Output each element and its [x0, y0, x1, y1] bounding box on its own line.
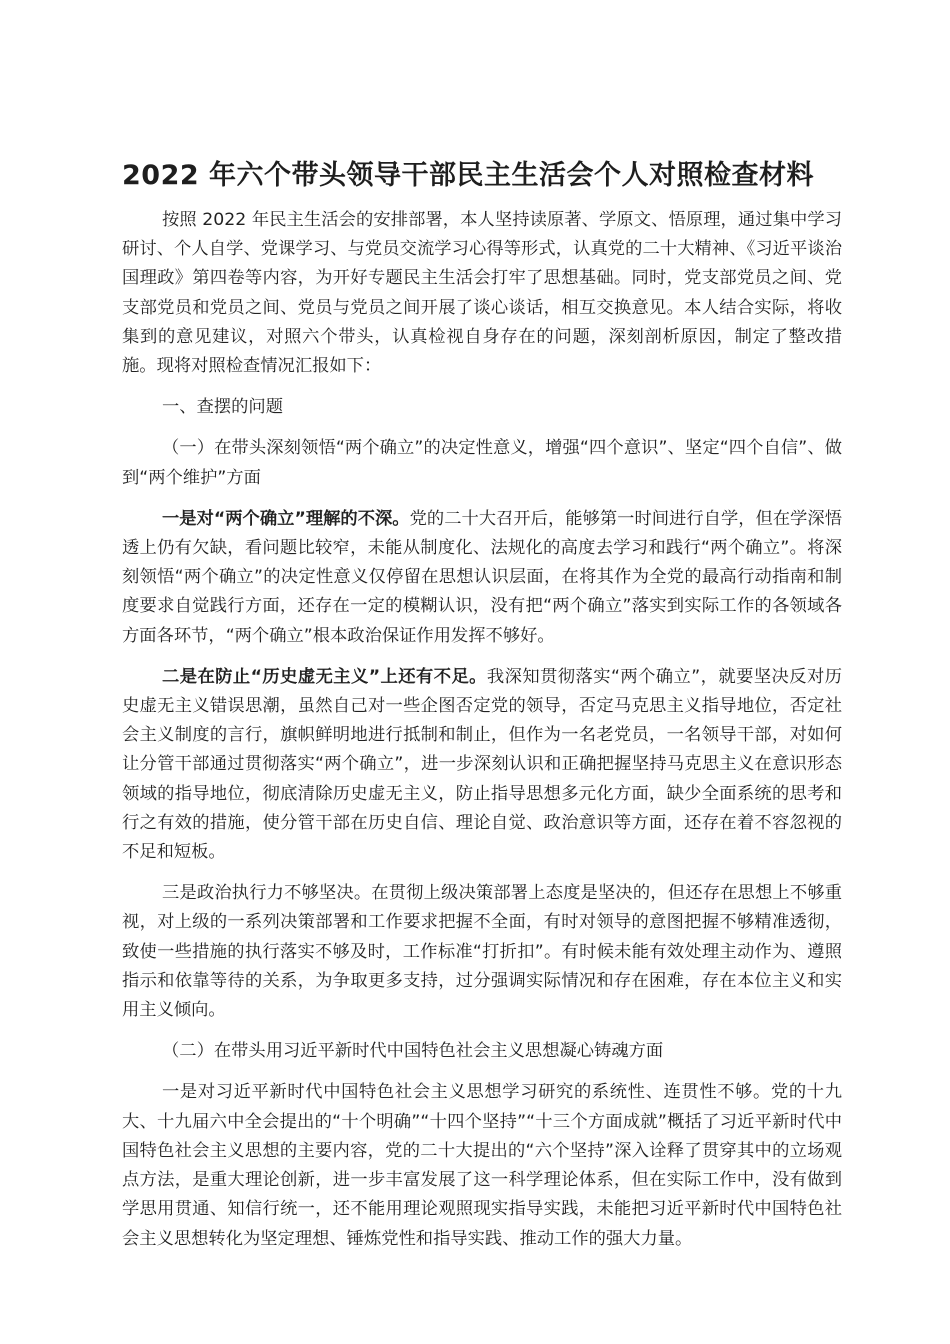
document-title: 2022 年六个带头领导干部民主生活会个人对照检查材料 [122, 160, 815, 191]
subsection-1-paragraph-2 [122, 663, 842, 867]
document-page [122, 148, 842, 1266]
intro-paragraph: 按照 2022 年民主生活会的安排部署，本人坚持读原著、学原文、悟原理，通过集中学习研讨、个人自学、党课学习、与党员交流学习心得等形式，认真党的二十大精神、《习近平谈治国理政》第四卷等内容，为开好专题民主生活会打牢了思想基础。同时，党支部党员之间、党支部党员和党员之间、党员与党员之间开展了谈心谈话，相互交换意见。本人结合实际，将收集到的意见建议，对照六个带头，认真检视自身存在的问题，深刻剖析原因，制定了整改措施。现将对照检查情况汇报如下： [122, 210, 842, 377]
subsection-heading-1: （一）在带头深刻领悟“两个确立”的决定性意义，增强“四个意识”、坚定“四个自信”、做到“两个维护”方面 [122, 438, 842, 488]
paragraph-body: 我深知贯彻落实“两个确立”，就要坚决反对历史虚无主义错误思潮，虽然自己对一些企图否定党的领导，否定马克思主义指导地位，否定社会主义制度的言行，旗帜鲜明地进行抵制和制止，但作为一名老党员，一名领导干部，对如何让分管干部通过贯彻落实“两个确立”，进一步深刻认识和正确把握坚持马克思主义在意识形态领域的指导地位，彻底清除历史虚无主义，防止指导思想多元化方面，缺少全面系统的思考和行之有效的措施，使分管干部在历史自信、理论自觉、政治意识等方面，还存在着不容忽视的不足和短板。 [122, 666, 842, 863]
paragraph-lead: 二是在防止“历史虚无主义”上还有不足。 [162, 666, 487, 687]
paragraph-body: 党的二十大召开后，能够第一时间进行自学，但在学深悟透上仍有欠缺，看问题比较窄，未能从制度化、法规化的高度去学习和践行“两个确立”。将深刻领悟“两个确立”的决定性意义仅停留在思想认识层面，在将其作为全党的最高行动指南和制度要求自觉践行方面，还存在一定的模糊认识，没有把“两个确立”落实到实际工作的各领域各方面各环节，“两个确立”根本政治保证作用发挥不够好。 [122, 508, 842, 646]
section-heading-problems: 一、查摆的问题 [162, 397, 283, 418]
subsection-2-paragraph-1: 一是对习近平新时代中国特色社会主义思想学习研究的系统性、连贯性不够。党的十九大、十九届六中全会提出的“十个明确”“十四个坚持”“十三个方面成就”概括了习近平新时代中国特色社会主义思想的主要内容，党的二十大提出的“六个坚持”深入诠释了贯穿其中的立场观点方法，是重大理论创新，进一步丰富发展了这一科学理论体系，但在实际工作中，没有做到学思用贯通、知信行统一，还不能用理论观照现实指导实践，未能把习近平新时代中国特色社会主义思想转化为坚定理想、锤炼党性和指导实践、推动工作的强大力量。 [122, 1082, 842, 1249]
paragraph-lead: 一是对“两个确立”理解的不深。 [162, 508, 410, 529]
subsection-1-paragraph-3: 三是政治执行力不够坚决。在贯彻上级决策部署上态度是坚决的，但还存在思想上不够重视，对上级的一系列决策部署和工作要求把握不全面，有时对领导的意图把握不够精准透彻，致使一些措施的执行落实不够及时，工作标准“打折扣”。有时候未能有效处理主动作为、遵照指示和依靠等待的关系，为争取更多支持，过分强调实际情况和存在困难，存在本位主义和实用主义倾向。 [122, 883, 842, 1021]
subsection-1-paragraph-1 [122, 505, 842, 651]
subsection-heading-2: （二）在带头用习近平新时代中国特色社会主义思想凝心铸魂方面 [162, 1041, 664, 1062]
